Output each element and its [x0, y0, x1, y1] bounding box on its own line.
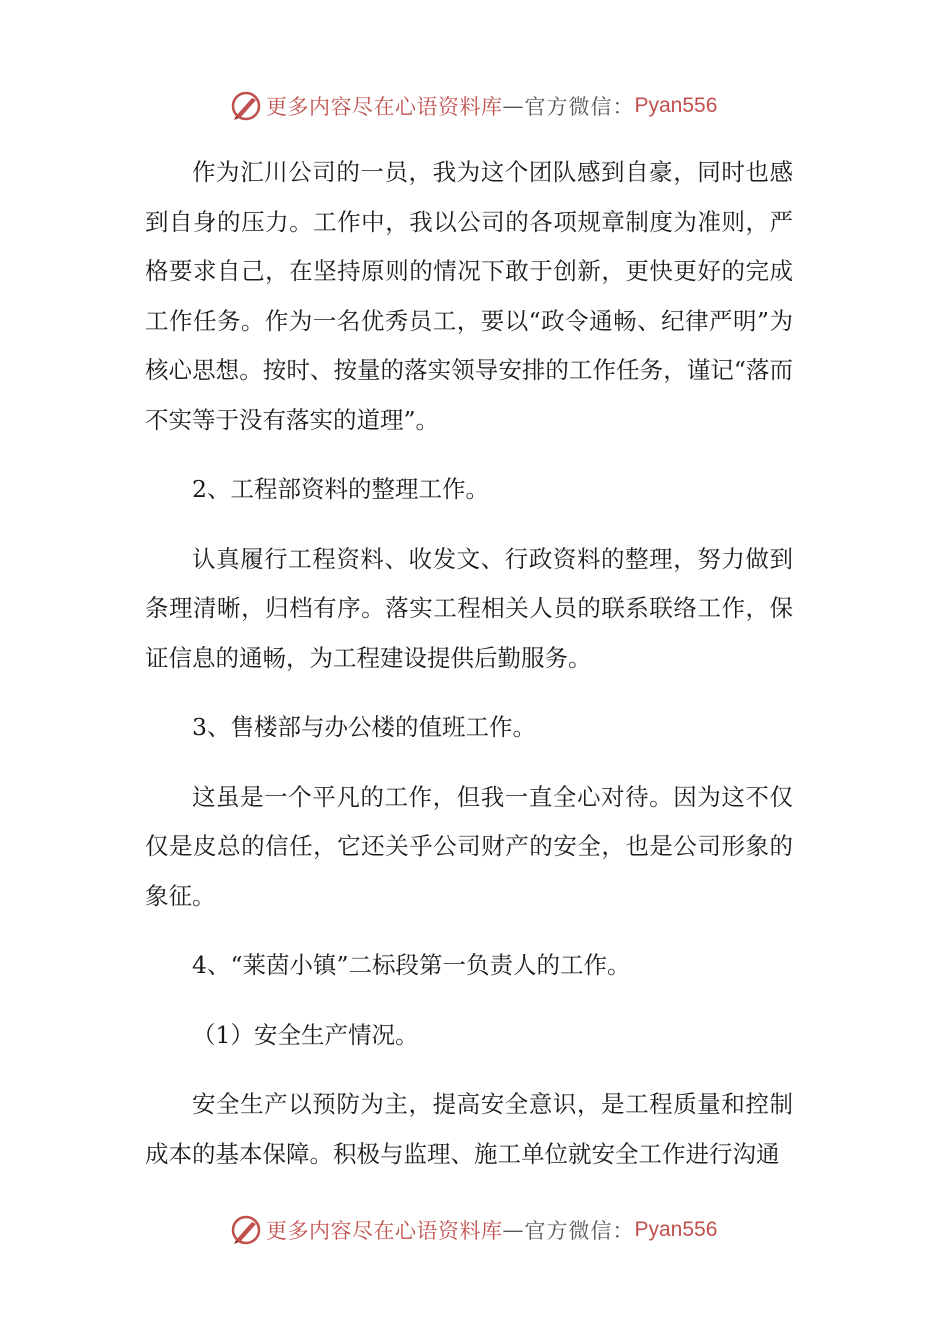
watermark-banner-bottom — [230, 1212, 717, 1248]
watermark-wechat-label: 官方微信： — [524, 1219, 635, 1243]
paragraph-2: 认真履行工程资料、收发文、行政资料的整理，努力做到条理清晰，归档有序。落实工程相关人员的联系联络工作，保证信息的通畅，为工程建设提供后勤服务。 — [145, 544, 793, 672]
watermark-dash: — — [502, 1218, 525, 1242]
subheading-1: （1）安全生产情况。 — [192, 1020, 419, 1049]
pen-logo-icon — [230, 1214, 262, 1246]
document-body — [145, 148, 793, 1199]
heading-item-2: 2、工程部资料的整理工作。 — [192, 475, 489, 503]
watermark-site-text: 更多内容尽在心语资料库 — [266, 95, 503, 119]
pen-logo-icon — [230, 90, 262, 122]
paragraph-3: 这虽是一个平凡的工作，但我一直全心对待。因为这不仅仅是皮总的信任，它还关乎公司财产的安全，也是公司形象的象征。 — [145, 782, 793, 910]
watermark-dash: — — [502, 94, 525, 118]
paragraph-1: 作为汇川公司的一员，我为这个团队感到自豪，同时也感到自身的压力。工作中，我以公司的各项规章制度为准则，严格要求自己，在坚持原则的情况下敢于创新，更快更好的完成工作任务。作为一名优秀员工，要以“政令通畅、纪律严明”为核心思想。按时、按量的落实领导安排的工作任务，谨记“落而不实等于没有落实的道理”。 — [145, 158, 793, 434]
paragraph-4: 安全生产以预防为主，提高安全意识，是工程质量和控制成本的基本保障。积极与监理、施工单位就安全工作进行沟通 — [145, 1090, 793, 1168]
heading-item-4: 4、“莱茵小镇”二标段第一负责人的工作。 — [192, 951, 631, 979]
watermark-wechat-label: 官方微信： — [524, 95, 635, 119]
watermark-wechat-id: Pyan556 — [634, 1218, 718, 1241]
watermark-banner-top — [230, 88, 717, 124]
watermark-site-text: 更多内容尽在心语资料库 — [266, 1219, 503, 1243]
watermark-wechat-id: Pyan556 — [634, 94, 718, 117]
heading-item-3: 3、售楼部与办公楼的值班工作。 — [192, 713, 536, 741]
